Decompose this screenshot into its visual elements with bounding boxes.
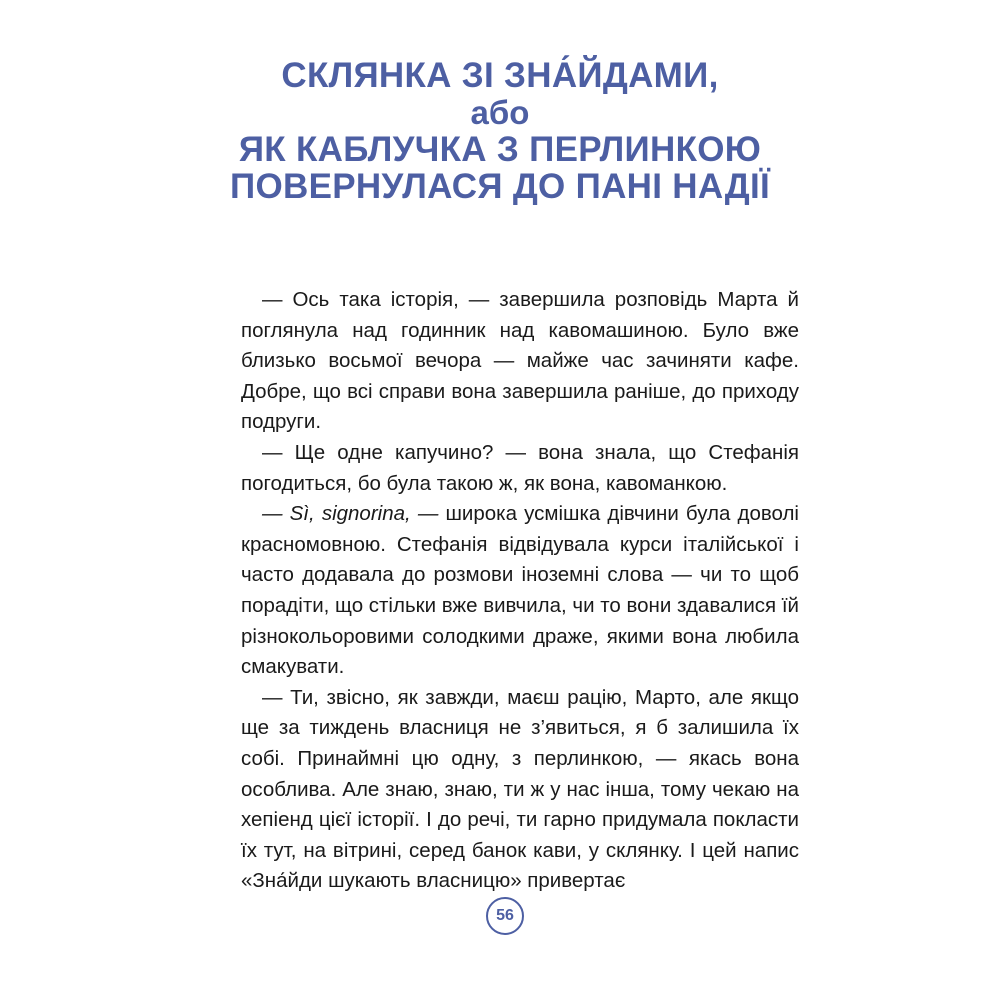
paragraph-3-text: широка усмішка дівчини була доволі красномовною. Стефанія відвідувала курси італійської і часто додавала до розмови іноземні слова — чи то щоб порадіти, що стільки вже вивчила, чи то вони здавалися їй різнокольоровими солодкими драже, якими вона любила смакувати. (241, 502, 799, 679)
italian-phrase: — Sì, signorina, — (262, 502, 439, 526)
paragraph-2: — Ще одне капучино? — вона знала, що Стефанія погодиться, бо була такою ж, як вона, кавоманкою. (241, 440, 799, 495)
paragraph-3 (241, 499, 799, 683)
paragraph-1: — Ось така історія, — завершила розповідь Марта й поглянула над годинник над кавомашиною. Було вже близько восьмої вечора — майже час зачиняти кафе. Добре, що всі справи вона завершила раніше, до приходу подруги. (241, 288, 799, 434)
chapter-title-conjunction: або (470, 94, 530, 131)
paragraph-4: — Ти, звісно, як завжди, маєш рацію, Марто, але якщо ще за тиждень власниця не з’явиться, я б залишила їх собі. Принаймні цю одну, з перлинкою, — якась вона особлива. Але знаю, знаю, ти ж у нас інша, тому чекаю на хепіенд цієї історії. І до речі, ти гарно придумала покласти їх тут, на вітрині, серед банок кави, у склянку. І цей напис «Зна́йди шукають власницю» привертає (241, 685, 799, 893)
page-number: 56 (496, 907, 514, 924)
body-text (241, 285, 799, 897)
chapter-title (200, 57, 800, 205)
chapter-title-line-4: ПОВЕРНУЛАСЯ ДО ПАНІ НАДІЇ (230, 167, 770, 206)
chapter-title-line-3: ЯК КАБЛУЧКА З ПЕРЛИНКОЮ (238, 130, 762, 169)
page-number-badge (486, 897, 524, 935)
chapter-title-line-1: СКЛЯНКА ЗІ ЗНА́ЙДАМИ, (281, 56, 719, 95)
